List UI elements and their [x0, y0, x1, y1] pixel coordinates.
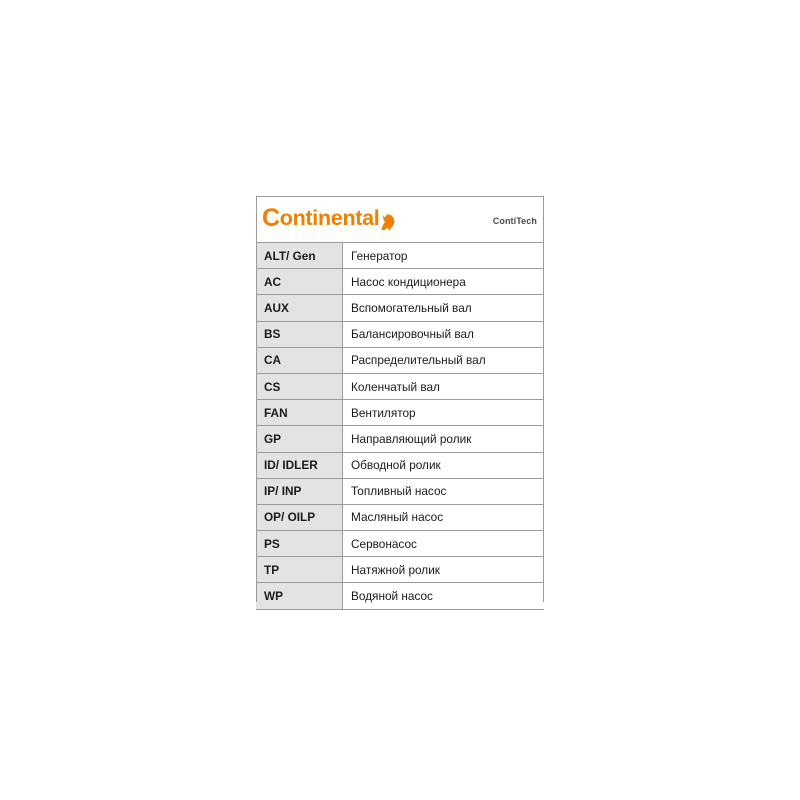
- legend-code: AUX: [256, 295, 343, 321]
- table-row: [256, 583, 544, 609]
- legend-code: OP/ OILP: [256, 504, 343, 530]
- legend-description: Коленчатый вал: [343, 373, 545, 399]
- legend-description: Обводной ролик: [343, 452, 545, 478]
- contitech-sub-brand: ContiTech: [492, 216, 537, 226]
- legend-code: PS: [256, 531, 343, 557]
- legend-code: AC: [256, 269, 343, 295]
- table-row: [256, 373, 544, 399]
- legend-description: Вентилятор: [343, 400, 545, 426]
- legend-description: Масляный насос: [343, 504, 545, 530]
- continental-wordmark: [262, 205, 379, 230]
- legend-code: TP: [256, 557, 343, 583]
- table-row: [256, 504, 544, 530]
- continental-logo: [262, 205, 397, 230]
- table-row: [256, 400, 544, 426]
- table-row: [256, 452, 544, 478]
- legend-code: WP: [256, 583, 343, 609]
- continental-logo-text: ontinental: [279, 206, 380, 230]
- table-row: [256, 426, 544, 452]
- table-row: [256, 243, 544, 269]
- table-row: [256, 557, 544, 583]
- legend-description: Водяной насос: [343, 583, 545, 609]
- legend-code: BS: [256, 321, 343, 347]
- continental-logo-initial: C: [262, 204, 280, 232]
- legend-code: ID/ IDLER: [256, 452, 343, 478]
- legend-code: GP: [256, 426, 343, 452]
- legend-code: ALT/ Gen: [256, 243, 343, 269]
- legend-card-header: [256, 196, 544, 243]
- table-row: [256, 269, 544, 295]
- legend-description: Топливный насос: [343, 478, 545, 504]
- legend-code: CA: [256, 347, 343, 373]
- legend-code: CS: [256, 373, 343, 399]
- legend-card: [256, 196, 544, 610]
- legend-code: FAN: [256, 400, 343, 426]
- table-row: [256, 295, 544, 321]
- legend-description: Натяжной ролик: [343, 557, 545, 583]
- table-row: [256, 347, 544, 373]
- abbreviation-legend-table: [256, 243, 544, 610]
- table-row: [256, 478, 544, 504]
- legend-description: Насос кондиционера: [343, 269, 545, 295]
- legend-description: Сервонасос: [343, 531, 545, 557]
- legend-description: Балансировочный вал: [343, 321, 545, 347]
- prancing-horse-icon: [380, 213, 397, 231]
- legend-table-body: [256, 243, 544, 609]
- table-row: [256, 321, 544, 347]
- legend-description: Направляющий ролик: [343, 426, 545, 452]
- legend-description: Вспомогательный вал: [343, 295, 545, 321]
- legend-description: Генератор: [343, 243, 545, 269]
- legend-code: IP/ INP: [256, 478, 343, 504]
- legend-description: Распределительный вал: [343, 347, 545, 373]
- table-row: [256, 531, 544, 557]
